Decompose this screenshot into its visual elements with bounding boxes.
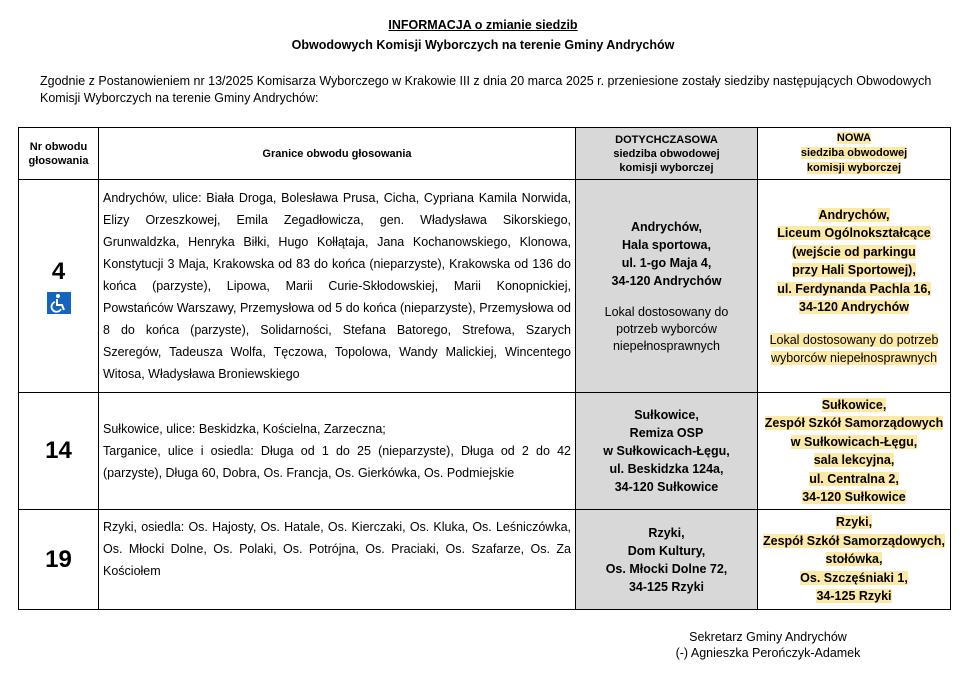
table-row — [19, 510, 951, 610]
district-number-text: 4 — [51, 257, 66, 285]
seat-line: ul. Beskidzka 124a, — [609, 462, 724, 476]
seat-line: Rzyki, — [835, 515, 873, 530]
new-seat — [758, 510, 951, 610]
seat-line: Zespół Szkół Samorządowych — [764, 416, 944, 430]
seat-line: stołówka, — [825, 552, 883, 567]
header-text: siedziba obwodowej — [800, 147, 908, 159]
signature-title: Sekretarz Gminy Andrychów — [689, 630, 847, 644]
previous-seat — [576, 180, 758, 393]
previous-seat — [576, 393, 758, 510]
seat-line: w Sułkowicach-Łęgu, — [790, 434, 918, 449]
district-number: 14 — [19, 393, 99, 510]
table-row — [19, 393, 951, 510]
seat-line: Remiza OSP — [629, 426, 704, 440]
note-line: Lokal dostosowany do — [604, 304, 729, 319]
header-previous-seat — [576, 128, 758, 180]
seat-line: ul. 1-go Maja 4, — [621, 255, 712, 270]
seat-line: Andrychów, — [630, 219, 703, 234]
seat-line: Zespół Szkół Samorządowych, — [763, 533, 945, 548]
seat-line: 34-125 Rzyki — [628, 579, 705, 594]
new-seat — [758, 393, 951, 510]
district-boundaries — [99, 393, 576, 510]
header-text: Nr obwodu — [29, 140, 88, 153]
document-subtitle: Obwodowych Komisji Wyborczych na terenie Gminy Andrychów — [291, 38, 675, 52]
note-line: niepełnosprawnych — [612, 338, 720, 353]
wheelchair-accessible-icon — [47, 292, 71, 314]
note-line: potrzeb wyborców — [616, 321, 717, 336]
note-line: Lokal dostosowany do potrzeb — [769, 332, 939, 347]
seat-line: Andrychów, — [818, 207, 890, 222]
seat-line: przy Hali Sportowej), — [792, 263, 916, 277]
seat-line: Liceum Ogólnokształcące — [777, 226, 931, 240]
seat-line: sala lekcyjna, — [813, 453, 895, 467]
signature-block — [658, 629, 878, 661]
bounds-line: Sułkowice, ulice: Beskidzka, Kościelna, Zarzeczna; — [103, 422, 386, 436]
header-text: komisji wyborczej — [806, 162, 902, 174]
seat-line: Dom Kultury, — [627, 543, 706, 558]
table-row — [19, 180, 951, 393]
seat-line: 34-125 Rzyki — [816, 589, 892, 604]
seat-line: (wejście od parkingu — [792, 244, 916, 259]
header-text: komisji wyborczej — [619, 161, 714, 174]
seat-line: Sułkowice, — [634, 408, 699, 422]
new-seat — [758, 180, 951, 393]
note-line: wyborców niepełnosprawnych — [770, 350, 938, 365]
district-boundaries: Andrychów, ulice: Biała Droga, Bolesława Prusa, Cicha, Cypriana Kamila Norwida, Elizy Orzeszkowej, Emila Zegadłowicza, gen. Władysława Sikorskiego, Grunwaldzka, Henryka Biłki, Hugo Kołłątaja, Jana Kochanowskiego, Klonowa, Konstytucji 3 Maja, Krakowska od 83 do końca (nieparzyste), Krakowska od 136 do końca (parzyste), Lipowa, Marii Curie-Skłodowskiej, Marii Konopnickiej, Powstańców Warszawy, Przemysłowa od 5 do końca (nieparzyste), Przemysłowa od 8 do końca (parzyste), Solidarności, Stefana Batorego, Strefowa, Szarych Szeregów, Tadeusza Wolfa, Tęczowa, Topolowa, Wandy Malickiej, Wincentego Witosa, Władysława Broniewskiego — [99, 180, 576, 393]
header-text: DOTYCHCZASOWA — [615, 133, 718, 146]
header-new-seat — [758, 128, 951, 180]
accessibility-note — [576, 304, 757, 355]
header-boundaries: Granice obwodu głosowania — [99, 128, 576, 180]
seat-line: Hala sportowa, — [622, 237, 711, 252]
district-number — [19, 180, 99, 393]
district-boundaries: Rzyki, osiedla: Os. Hajosty, Os. Hatale, Os. Kierczaki, Os. Kluka, Os. Leśniczówka, Os. Młocki Dolne, Os. Polaki, Os. Potrójna, Os. Praciaki, Os. Szafarze, Os. Za Kościołem — [99, 510, 576, 610]
seat-line: 34-120 Andrychów — [799, 300, 909, 314]
seat-line: ul. Ferdynanda Pachla 16, — [777, 281, 931, 296]
header-text: NOWA — [836, 132, 872, 144]
header-text: głosowania — [28, 154, 89, 167]
header-district-number — [19, 128, 99, 180]
bounds-line: Targanice, ulice i osiedla: Długa od 1 do 25 (nieparzyste), Długa od 2 do 42 (parzyste), Długa 60, Dobra, Os. Francja, Os. Gierkówka, Os. Podmiejskie — [103, 444, 571, 480]
polling-stations-table — [18, 127, 951, 610]
previous-seat — [576, 510, 758, 610]
header-text: siedziba obwodowej — [613, 147, 720, 160]
intro-paragraph: Zgodnie z Postanowieniem nr 13/2025 Komisarza Wyborczego w Krakowie III z dnia 20 marca 2025 r. przeniesione zostały siedziby następujących Obwodowych Komisji Wyborczych na terenie Gminy Andrychów: — [40, 74, 932, 105]
seat-line: 34-120 Andrychów — [611, 273, 722, 288]
table-header-row — [19, 128, 951, 180]
seat-line: Os. Młocki Dolne 72, — [605, 561, 728, 576]
district-number: 19 — [19, 510, 99, 610]
seat-line: Sułkowice, — [821, 397, 887, 412]
seat-line: ul. Centralna 2, — [809, 471, 899, 486]
seat-line: w Sułkowicach-Łęgu, — [603, 444, 730, 458]
seat-line: Rzyki, — [648, 525, 685, 540]
seat-line: 34-120 Sułkowice — [614, 480, 719, 494]
signature-name: (-) Agnieszka Perończyk-Adamek — [675, 646, 861, 660]
accessibility-note — [758, 331, 950, 367]
document-title: INFORMACJA o zmianie siedzib — [388, 18, 578, 32]
seat-line: Os. Szczęśniaki 1, — [800, 570, 908, 585]
seat-line: 34-120 Sułkowice — [802, 490, 906, 504]
